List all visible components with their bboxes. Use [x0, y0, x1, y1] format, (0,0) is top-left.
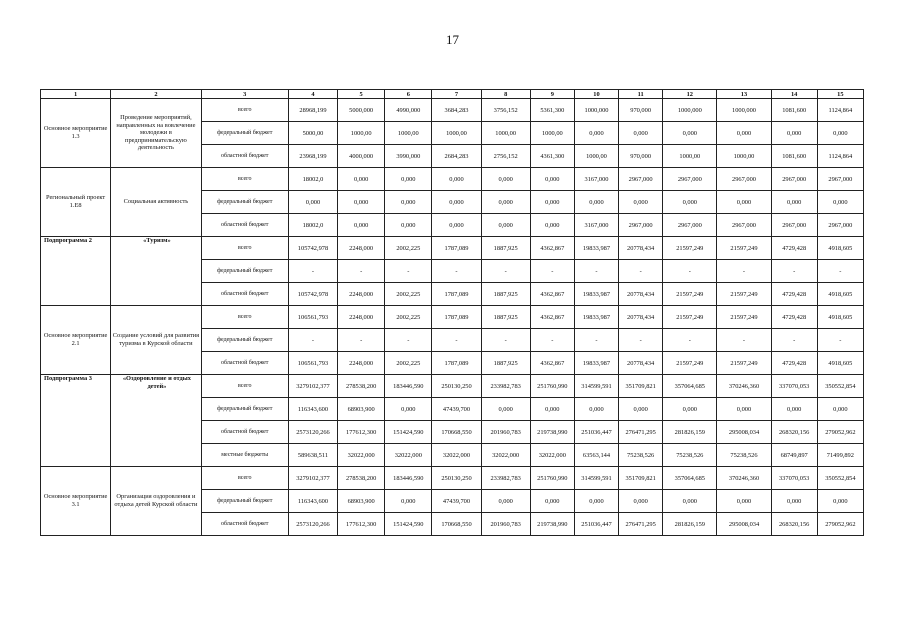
value-cell: 2756,152 — [481, 145, 530, 168]
value-cell: - — [338, 260, 385, 283]
value-cell: 32022,000 — [338, 444, 385, 467]
value-cell: 28968,199 — [288, 99, 337, 122]
value-cell: 0,000 — [663, 122, 717, 145]
value-cell: 295008,034 — [717, 513, 771, 536]
value-cell: 251036,447 — [574, 513, 618, 536]
column-number-cell: 1 — [41, 90, 111, 99]
value-cell: 0,000 — [530, 191, 574, 214]
value-cell: 250130,250 — [432, 467, 481, 490]
value-cell: 151424,590 — [385, 513, 432, 536]
value-cell: - — [574, 329, 618, 352]
value-cell: 0,000 — [385, 191, 432, 214]
value-cell: 4362,867 — [530, 306, 574, 329]
value-cell: - — [771, 260, 817, 283]
funding-source-cell: областной бюджет — [201, 513, 288, 536]
value-cell: 3279102,377 — [288, 467, 337, 490]
value-cell: - — [288, 329, 337, 352]
value-cell: 0,000 — [574, 122, 618, 145]
value-cell: 4361,300 — [530, 145, 574, 168]
value-cell: 268320,156 — [771, 513, 817, 536]
value-cell: 1887,925 — [481, 306, 530, 329]
value-cell: 1787,089 — [432, 306, 481, 329]
value-cell: 0,000 — [481, 398, 530, 421]
value-cell: 20778,434 — [619, 306, 663, 329]
table-row — [41, 467, 864, 490]
value-cell: 0,000 — [619, 191, 663, 214]
value-cell: 4362,867 — [530, 352, 574, 375]
program-name-cell: Создание условий для развития туризма в Курской области — [111, 306, 201, 375]
value-cell: 219738,990 — [530, 513, 574, 536]
value-cell: 0,000 — [663, 398, 717, 421]
value-cell: 32022,000 — [385, 444, 432, 467]
value-cell: 0,000 — [481, 214, 530, 237]
value-cell: 0,000 — [717, 398, 771, 421]
table-row — [41, 306, 864, 329]
value-cell: 3756,152 — [481, 99, 530, 122]
value-cell: 1124,864 — [817, 99, 863, 122]
value-cell: 47439,700 — [432, 398, 481, 421]
value-cell: 4918,605 — [817, 306, 863, 329]
value-cell: 1887,925 — [481, 352, 530, 375]
value-cell: - — [530, 260, 574, 283]
funding-source-cell: областной бюджет — [201, 145, 288, 168]
value-cell: 970,000 — [619, 145, 663, 168]
value-cell: 1000,00 — [432, 122, 481, 145]
program-name-cell: «Оздоровление и отдых детей» — [111, 375, 201, 467]
column-number-cell: 12 — [663, 90, 717, 99]
value-cell: - — [619, 329, 663, 352]
value-cell: 2573120,266 — [288, 421, 337, 444]
value-cell: 21597,249 — [663, 352, 717, 375]
value-cell: 233982,783 — [481, 375, 530, 398]
program-name-cell: «Туризм» — [111, 237, 201, 306]
value-cell: 589638,511 — [288, 444, 337, 467]
value-cell: 32022,000 — [481, 444, 530, 467]
value-cell: 116343,600 — [288, 490, 337, 513]
value-cell: 2967,000 — [717, 168, 771, 191]
value-cell: 1887,925 — [481, 283, 530, 306]
value-cell: 351709,821 — [619, 375, 663, 398]
value-cell: 21597,249 — [717, 306, 771, 329]
value-cell: 4918,605 — [817, 283, 863, 306]
value-cell: 1000,00 — [385, 122, 432, 145]
value-cell: 5000,000 — [338, 99, 385, 122]
value-cell: 4918,605 — [817, 352, 863, 375]
funding-source-cell: федеральный бюджет — [201, 329, 288, 352]
value-cell: 1000,00 — [530, 122, 574, 145]
program-name-cell: Социальная активность — [111, 168, 201, 237]
value-cell: 0,000 — [481, 191, 530, 214]
value-cell: 0,000 — [663, 490, 717, 513]
value-cell: 116343,600 — [288, 398, 337, 421]
value-cell: 357064,685 — [663, 375, 717, 398]
value-cell: 2967,000 — [771, 214, 817, 237]
value-cell: 0,000 — [385, 214, 432, 237]
value-cell: 20778,434 — [619, 283, 663, 306]
value-cell: 0,000 — [481, 168, 530, 191]
value-cell: - — [717, 329, 771, 352]
value-cell: 0,000 — [385, 398, 432, 421]
value-cell: 2967,000 — [771, 168, 817, 191]
value-cell: 251760,990 — [530, 375, 574, 398]
funding-source-cell: всего — [201, 237, 288, 260]
funding-source-cell: федеральный бюджет — [201, 490, 288, 513]
value-cell: 3167,000 — [574, 214, 618, 237]
value-cell: 18002,0 — [288, 168, 337, 191]
value-cell: 105742,978 — [288, 283, 337, 306]
value-cell: 68903,900 — [338, 490, 385, 513]
value-cell: 1000,00 — [663, 145, 717, 168]
value-cell: 0,000 — [663, 191, 717, 214]
value-cell: 295008,034 — [717, 421, 771, 444]
column-number-cell: 9 — [530, 90, 574, 99]
value-cell: 251760,990 — [530, 467, 574, 490]
value-cell: 0,000 — [771, 398, 817, 421]
value-cell: 177612,300 — [338, 513, 385, 536]
value-cell: 0,000 — [574, 398, 618, 421]
value-cell: 177612,300 — [338, 421, 385, 444]
column-number-cell: 7 — [432, 90, 481, 99]
value-cell: 5361,300 — [530, 99, 574, 122]
column-number-header-row — [41, 90, 864, 99]
value-cell: 219738,990 — [530, 421, 574, 444]
budget-table — [40, 89, 864, 536]
value-cell: 4000,000 — [338, 145, 385, 168]
value-cell: 0,000 — [288, 191, 337, 214]
value-cell: 21597,249 — [663, 306, 717, 329]
value-cell: - — [817, 260, 863, 283]
value-cell: 4362,867 — [530, 283, 574, 306]
value-cell: 0,000 — [619, 398, 663, 421]
value-cell: 1787,089 — [432, 237, 481, 260]
value-cell: 1000,00 — [717, 145, 771, 168]
value-cell: 4729,428 — [771, 306, 817, 329]
value-cell: 3279102,377 — [288, 375, 337, 398]
value-cell: 1000,00 — [481, 122, 530, 145]
value-cell: 250130,250 — [432, 375, 481, 398]
funding-source-cell: всего — [201, 99, 288, 122]
value-cell: 0,000 — [530, 490, 574, 513]
program-status-cell: Подпрограмма 2 — [41, 237, 111, 306]
value-cell: 314599,591 — [574, 375, 618, 398]
value-cell: 19833,987 — [574, 306, 618, 329]
table-row — [41, 99, 864, 122]
value-cell: 276471,295 — [619, 421, 663, 444]
value-cell: - — [717, 260, 771, 283]
value-cell: 1000,000 — [574, 99, 618, 122]
value-cell: 2248,000 — [338, 352, 385, 375]
value-cell: - — [817, 329, 863, 352]
value-cell: 2002,225 — [385, 306, 432, 329]
value-cell: 370246,360 — [717, 375, 771, 398]
value-cell: 0,000 — [817, 398, 863, 421]
value-cell: 2967,000 — [663, 168, 717, 191]
value-cell: 1081,600 — [771, 99, 817, 122]
value-cell: 71499,892 — [817, 444, 863, 467]
value-cell: 0,000 — [574, 490, 618, 513]
value-cell: 0,000 — [619, 122, 663, 145]
value-cell: 20778,434 — [619, 352, 663, 375]
value-cell: 281826,159 — [663, 513, 717, 536]
value-cell: 2967,000 — [817, 168, 863, 191]
value-cell: 2248,000 — [338, 306, 385, 329]
value-cell: 0,000 — [817, 191, 863, 214]
program-name-cell: Организация оздоровления и отдыха детей Курской области — [111, 467, 201, 536]
program-status-cell: Основное мероприятие 1.3 — [41, 99, 111, 168]
value-cell: 0,000 — [771, 191, 817, 214]
value-cell: 1000,000 — [663, 99, 717, 122]
value-cell: 2002,225 — [385, 237, 432, 260]
value-cell: 0,000 — [817, 490, 863, 513]
value-cell: 1787,089 — [432, 352, 481, 375]
value-cell: 0,000 — [619, 490, 663, 513]
value-cell: - — [663, 329, 717, 352]
funding-source-cell: всего — [201, 467, 288, 490]
value-cell: 21597,249 — [663, 237, 717, 260]
value-cell: 68903,900 — [338, 398, 385, 421]
value-cell: 279052,962 — [817, 421, 863, 444]
value-cell: 18002,0 — [288, 214, 337, 237]
value-cell: 106561,793 — [288, 352, 337, 375]
value-cell: 1787,089 — [432, 283, 481, 306]
funding-source-cell: всего — [201, 375, 288, 398]
value-cell: 151424,590 — [385, 421, 432, 444]
funding-source-cell: местные бюджеты — [201, 444, 288, 467]
value-cell: - — [288, 260, 337, 283]
value-cell: 0,000 — [530, 398, 574, 421]
column-number-cell: 11 — [619, 90, 663, 99]
value-cell: 47439,700 — [432, 490, 481, 513]
value-cell: 3990,000 — [385, 145, 432, 168]
value-cell: 4729,428 — [771, 283, 817, 306]
column-number-cell: 15 — [817, 90, 863, 99]
value-cell: 19833,987 — [574, 352, 618, 375]
value-cell: 0,000 — [481, 490, 530, 513]
value-cell: 1000,000 — [717, 99, 771, 122]
column-number-cell: 13 — [717, 90, 771, 99]
program-status-cell: Основное мероприятие 2.1 — [41, 306, 111, 375]
column-number-cell: 5 — [338, 90, 385, 99]
value-cell: 183446,590 — [385, 375, 432, 398]
value-cell: 0,000 — [385, 490, 432, 513]
value-cell: - — [771, 329, 817, 352]
value-cell: 0,000 — [817, 122, 863, 145]
value-cell: 251036,447 — [574, 421, 618, 444]
column-number-cell: 3 — [201, 90, 288, 99]
value-cell: 68749,897 — [771, 444, 817, 467]
value-cell: 278538,200 — [338, 375, 385, 398]
funding-source-cell: федеральный бюджет — [201, 191, 288, 214]
value-cell: 19833,987 — [574, 237, 618, 260]
value-cell: 2248,000 — [338, 237, 385, 260]
value-cell: 233982,783 — [481, 467, 530, 490]
value-cell: 21597,249 — [663, 283, 717, 306]
column-number-cell: 2 — [111, 90, 201, 99]
value-cell: 0,000 — [530, 214, 574, 237]
value-cell: 0,000 — [771, 122, 817, 145]
value-cell: 20778,434 — [619, 237, 663, 260]
value-cell: - — [530, 329, 574, 352]
table-row — [41, 375, 864, 398]
funding-source-cell: всего — [201, 306, 288, 329]
column-number-cell: 6 — [385, 90, 432, 99]
value-cell: - — [481, 329, 530, 352]
table-row — [41, 237, 864, 260]
value-cell: 63563,144 — [574, 444, 618, 467]
value-cell: 75238,526 — [717, 444, 771, 467]
value-cell: 350552,854 — [817, 467, 863, 490]
table-row — [41, 168, 864, 191]
value-cell: 970,000 — [619, 99, 663, 122]
value-cell: 105742,978 — [288, 237, 337, 260]
value-cell: 2967,000 — [619, 214, 663, 237]
value-cell: 3167,000 — [574, 168, 618, 191]
value-cell: - — [619, 260, 663, 283]
value-cell: 337070,053 — [771, 467, 817, 490]
value-cell: 0,000 — [717, 490, 771, 513]
value-cell: 201960,783 — [481, 513, 530, 536]
value-cell: - — [385, 329, 432, 352]
value-cell: 75238,526 — [663, 444, 717, 467]
value-cell: - — [481, 260, 530, 283]
value-cell: 2684,283 — [432, 145, 481, 168]
funding-source-cell: областной бюджет — [201, 283, 288, 306]
funding-source-cell: всего — [201, 168, 288, 191]
value-cell: 4918,605 — [817, 237, 863, 260]
funding-source-cell: областной бюджет — [201, 421, 288, 444]
value-cell: 279052,962 — [817, 513, 863, 536]
program-status-cell: Региональный проект 1.Е8 — [41, 168, 111, 237]
value-cell: 5000,00 — [288, 122, 337, 145]
value-cell: 2967,000 — [619, 168, 663, 191]
program-status-cell: Подпрограмма 3 — [41, 375, 111, 467]
value-cell: 32022,000 — [530, 444, 574, 467]
value-cell: 23968,199 — [288, 145, 337, 168]
program-status-cell: Основное мероприятие 3.1 — [41, 467, 111, 536]
value-cell: 32022,000 — [432, 444, 481, 467]
value-cell: 2002,225 — [385, 283, 432, 306]
value-cell: 314599,591 — [574, 467, 618, 490]
value-cell: - — [385, 260, 432, 283]
value-cell: 0,000 — [338, 168, 385, 191]
value-cell: 0,000 — [432, 214, 481, 237]
value-cell: - — [574, 260, 618, 283]
value-cell: 4990,000 — [385, 99, 432, 122]
value-cell: 357064,685 — [663, 467, 717, 490]
value-cell: 0,000 — [338, 214, 385, 237]
column-number-cell: 4 — [288, 90, 337, 99]
value-cell: 19833,987 — [574, 283, 618, 306]
funding-source-cell: федеральный бюджет — [201, 122, 288, 145]
value-cell: 1000,00 — [574, 145, 618, 168]
value-cell: 1887,925 — [481, 237, 530, 260]
value-cell: 2002,225 — [385, 352, 432, 375]
value-cell: 0,000 — [530, 168, 574, 191]
value-cell: 281826,159 — [663, 421, 717, 444]
column-number-cell: 8 — [481, 90, 530, 99]
page-number: 17 — [446, 32, 459, 47]
value-cell: 268320,156 — [771, 421, 817, 444]
value-cell: 0,000 — [771, 490, 817, 513]
value-cell: 21597,249 — [717, 352, 771, 375]
value-cell: 3684,283 — [432, 99, 481, 122]
value-cell: 278538,200 — [338, 467, 385, 490]
value-cell: 4729,428 — [771, 237, 817, 260]
value-cell: 0,000 — [385, 168, 432, 191]
value-cell: 4362,867 — [530, 237, 574, 260]
value-cell: 1000,00 — [338, 122, 385, 145]
value-cell: 0,000 — [338, 191, 385, 214]
value-cell: 0,000 — [717, 122, 771, 145]
value-cell: 4729,428 — [771, 352, 817, 375]
value-cell: 276471,295 — [619, 513, 663, 536]
value-cell: 0,000 — [574, 191, 618, 214]
value-cell: 21597,249 — [717, 237, 771, 260]
funding-source-cell: федеральный бюджет — [201, 260, 288, 283]
column-number-cell: 10 — [574, 90, 618, 99]
value-cell: - — [338, 329, 385, 352]
value-cell: 75238,526 — [619, 444, 663, 467]
value-cell: 170668,550 — [432, 421, 481, 444]
value-cell: 0,000 — [432, 168, 481, 191]
value-cell: 106561,793 — [288, 306, 337, 329]
value-cell: 2248,000 — [338, 283, 385, 306]
value-cell: 1081,600 — [771, 145, 817, 168]
value-cell: 2967,000 — [717, 214, 771, 237]
value-cell: 2967,000 — [663, 214, 717, 237]
value-cell: 337070,053 — [771, 375, 817, 398]
value-cell: 351709,821 — [619, 467, 663, 490]
value-cell: 183446,590 — [385, 467, 432, 490]
column-number-cell: 14 — [771, 90, 817, 99]
value-cell: 1124,864 — [817, 145, 863, 168]
value-cell: 2967,000 — [817, 214, 863, 237]
value-cell: 201960,783 — [481, 421, 530, 444]
funding-source-cell: областной бюджет — [201, 214, 288, 237]
value-cell: - — [663, 260, 717, 283]
value-cell: 370246,360 — [717, 467, 771, 490]
value-cell: 2573120,266 — [288, 513, 337, 536]
value-cell: - — [432, 260, 481, 283]
value-cell: 350552,854 — [817, 375, 863, 398]
program-name-cell: Проведение мероприятий, направленных на вовлечение молодежи в предпринимательскую деятельность — [111, 99, 201, 168]
value-cell: - — [432, 329, 481, 352]
funding-source-cell: федеральный бюджет — [201, 398, 288, 421]
value-cell: 170668,550 — [432, 513, 481, 536]
value-cell: 0,000 — [717, 191, 771, 214]
funding-source-cell: областной бюджет — [201, 352, 288, 375]
value-cell: 0,000 — [432, 191, 481, 214]
value-cell: 21597,249 — [717, 283, 771, 306]
